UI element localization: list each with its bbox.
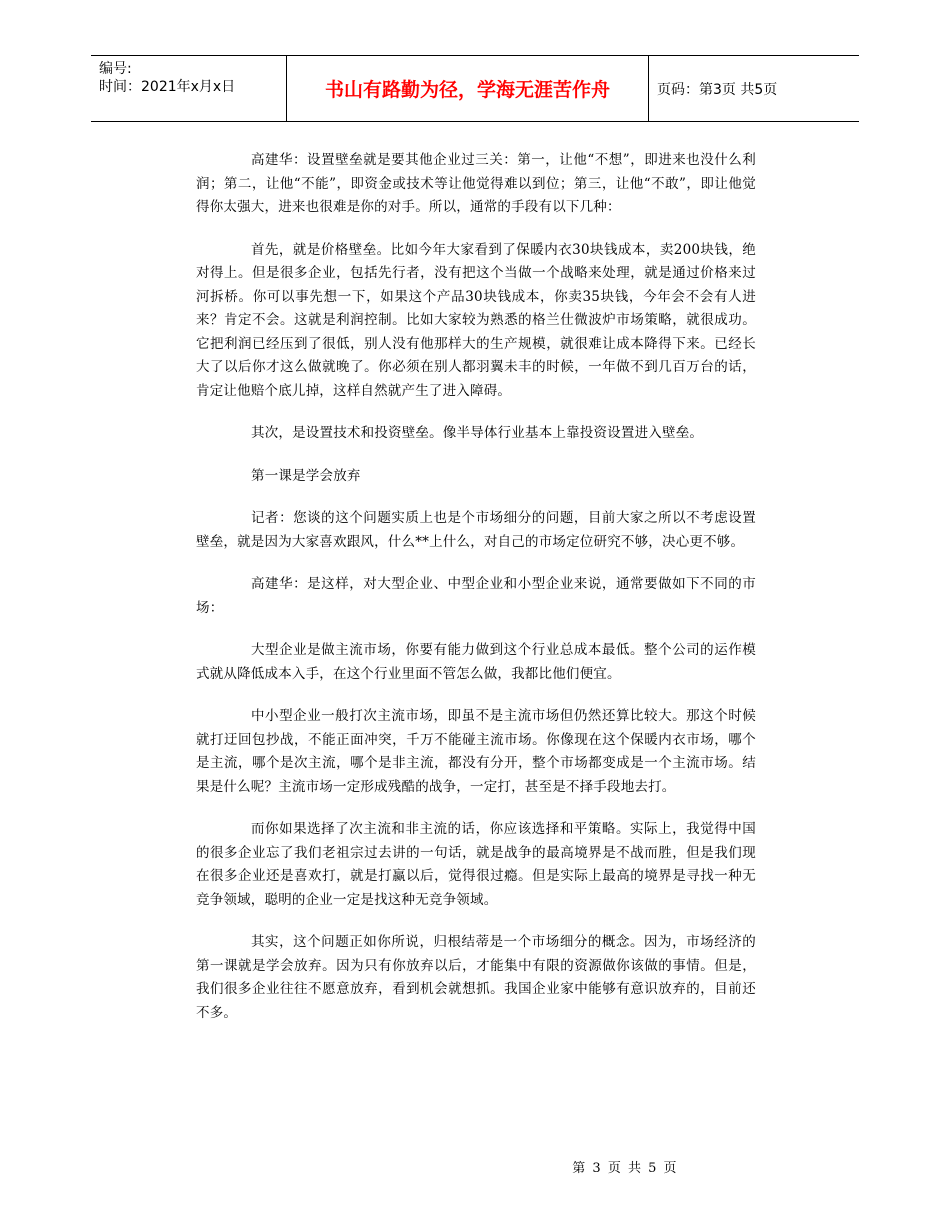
document-time-label: 时间：2021年x月x日 [99, 79, 236, 95]
header-meta [91, 56, 286, 121]
paragraph: 大型企业是做主流市场，你要有能力做到这个行业总成本最低。整个公司的运作模式就从降低成本入手，在这个行业里面不管怎么做，我都比他们便宜。 [196, 642, 756, 682]
page-footer: 第 3 页 共 5 页 [572, 1161, 678, 1176]
paragraph: 高建华：设置壁垒就是要其他企业过三关：第一，让他“不想”，即进来也没什么利润；第二，让他“不能”，即资金或技术等让他觉得难以到位；第三，让他“不敢”，即让他觉得你太强大，进来也很难是你的对手。所以，通常的手段有以下几种： [196, 152, 756, 215]
paragraph: 中小型企业一般打次主流市场，即虽不是主流市场但仍然还算比较大。那这个时候就打迂回包抄战，不能正面冲突，千万不能碰主流市场。你像现在这个保暖内衣市场，哪个是主流，哪个是次主流，哪个是非主流，都没有分开，整个市场都变成是一个主流市场。结果是什么呢？主流市场一定形成残酷的战争，一定打，甚至是不择手段地去打。 [196, 708, 756, 795]
paragraph: 记者：您谈的这个问题实质上也是个市场细分的问题，目前大家之所以不考虑设置壁垒，就是因为大家喜欢跟风，什么**上什么，对自己的市场定位研究不够，决心更不够。 [196, 510, 756, 550]
document-number-label: 编号: [99, 61, 132, 77]
paragraph: 其次，是设置技术和投资壁垒。像半导体行业基本上靠投资设置进入壁垒。 [251, 425, 704, 441]
paragraph: 首先，就是价格壁垒。比如今年大家看到了保暖内衣30块钱成本，卖200块钱，绝对得上。但是很多企业，包括先行者，没有把这个当做一个战略来处理，就是通过价格来过河拆桥。你可以事先想一下，如果这个产品30块钱成本，你卖35块钱，今年会不会有人进来？肯定不会。这就是利润控制。比如大家较为熟悉的格兰仕微波炉市场策略，就很成功。它把利润已经压到了很低，别人没有他那样大的生产规模，就很难让成本降得下来。已经长大了以后你才这么做就晚了。你必须在别人都羽翼未丰的时候，一年做不到几百万台的话，肯定让他赔个底儿掉，这样自然就产生了进入障碍。 [196, 241, 756, 399]
header-motto: 书山有路勤为径，学海无涯苦作舟 [286, 56, 649, 121]
document-body [196, 149, 756, 1044]
header-page-info: 页码：第3页 共5页 [657, 81, 778, 98]
page-header [91, 55, 859, 122]
section-heading: 第一课是学会放弃 [251, 467, 361, 484]
paragraph: 高建华：是这样，对大型企业、中型企业和小型企业来说，通常要做如下不同的市场： [196, 576, 756, 616]
paragraph: 而你如果选择了次主流和非主流的话，你应该选择和平策略。实际上，我觉得中国的很多企业忘了我们老祖宗过去讲的一句话，就是战争的最高境界是不战而胜，但是我们现在很多企业还是喜欢打，就是打赢以后，觉得很过瘾。但是实际上最高的境界是寻找一种无竞争领域，聪明的企业一定是找这种无竞争领域。 [196, 821, 756, 908]
paragraph: 其实，这个问题正如你所说，归根结蒂是一个市场细分的概念。因为，市场经济的第一课就是学会放弃。因为只有你放弃以后，才能集中有限的资源做你该做的事情。但是，我们很多企业往往不愿意放弃，看到机会就想抓。我国企业家中能够有意识放弃的，目前还不多。 [196, 934, 756, 1021]
